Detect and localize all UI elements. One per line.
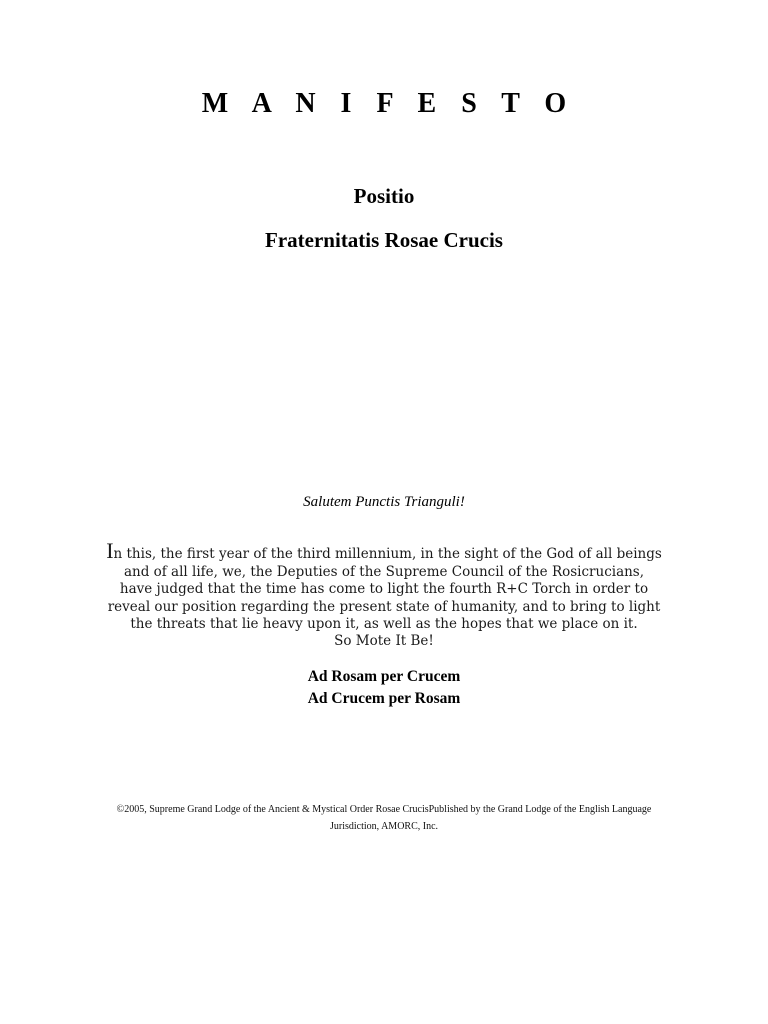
salutation: Salutem Punctis Trianguli!	[303, 494, 465, 510]
closing-line: So Mote It Be!	[334, 633, 434, 649]
drop-initial: I	[106, 538, 114, 563]
motto-line-1: Ad Rosam per Crucem	[307, 668, 461, 685]
subtitle-fraternitatis: Fraternitatis Rosae Crucis	[265, 228, 503, 252]
motto-line-2: Ad Crucem per Rosam	[307, 690, 461, 707]
body-text: n this, the first year of the third millennium, in the sight of the God of all beings and of all life, we, the Deputies of the Supreme Council of the Rosicrucians, have judged that the time has come to light the fourth R+C Torch in order to reveal our position regarding the present state of humanity, and to bring to light the threats that lie heavy upon it, as well as the hopes that we place on it.	[107, 546, 662, 632]
copyright-notice: ©2005, Supreme Grand Lodge of the Ancient & Mystical Order Rosae CrucisPublished by the Grand Lodge of the English Language Jurisdiction, AMORC, Inc.	[116, 804, 652, 832]
subtitle-positio: Positio	[353, 184, 415, 208]
body-paragraph	[106, 538, 662, 634]
page-title: M A N I F E S T O	[201, 88, 576, 119]
